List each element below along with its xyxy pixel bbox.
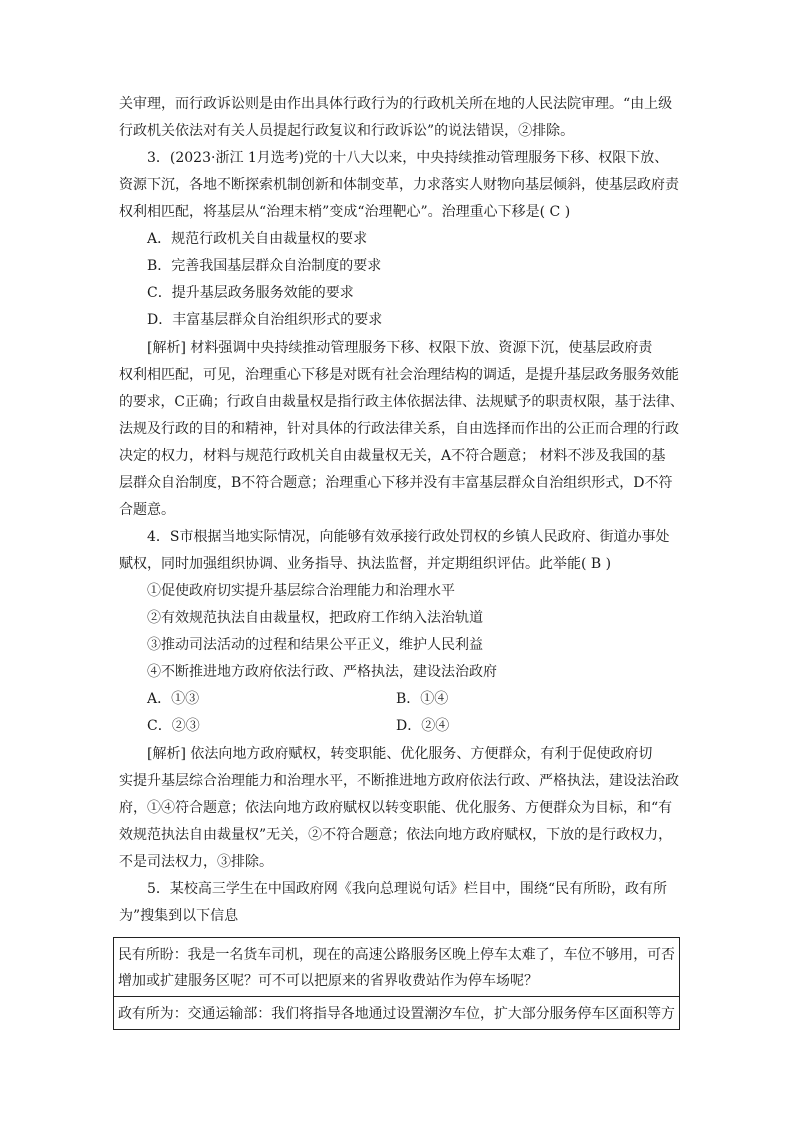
text-line: 效规范执法自由裁量权”无关，②不符合题意；依法向地方政府赋权，下放的是行政权力， (119, 827, 673, 843)
option-d: D．丰富基层群众自治组织形式的要求 (147, 312, 383, 328)
analysis-3: [解析] 材料强调中央持续推动管理服务下移、权限下放、资源下沉，使基层政府责 (147, 340, 653, 356)
question-5-stem: 5．某校高三学生在中国政府网《我向总理说句话》栏目中，围绕“民有所盼，政有所 (147, 881, 668, 897)
question-3-stem: 3．(2023·浙江 1月选考)党的十八大以来，中央持续推动管理服务下移、权限下放、 (147, 150, 669, 166)
option-b: B．①④ (396, 691, 449, 707)
table-cell-people-hope (114, 938, 679, 996)
table-cell-government-action (114, 996, 679, 1029)
question-4-stem: 4．S市根据当地实际情况，向能够有效承接行政处罚权的乡镇人民政府、街道办事处 (147, 529, 670, 545)
text-line: 赋权，同时加强组织协调、业务指导、执法监督，并定期组织评估。此举能( B ) (119, 556, 612, 572)
option-c: C．提升基层政务服务效能的要求 (147, 285, 354, 301)
statement-3: ③推动司法活动的过程和结果公平正义，维护人民利益 (147, 637, 483, 653)
text-line: 行政机关依法对有关人员提起行政复议和行政诉讼”的说法错误，②排除。 (119, 123, 575, 139)
table-text: 增加或扩建服务区呢？可不可以把原来的省界收费站作为停车场呢？ (118, 973, 538, 989)
option-a: A．①③ (147, 691, 200, 707)
statement-1: ①促使政府切实提升基层综合治理能力和治理水平 (147, 583, 455, 599)
text-line: 不是司法权力，③排除。 (119, 854, 273, 870)
table-text: 政有所为：交通运输部：我们将指导各地通过设置潮汐车位，扩大部分服务停车区面积等方 (118, 1006, 675, 1022)
text-line: 层群众自治制度，B不符合题意；治理重心下移并没有丰富基层群众自治组织形式，D不符 (119, 475, 673, 491)
text-line: 权利相匹配，将基层从“治理末梢”变成“治理靶心”。治理重心下移是( C ) (119, 204, 571, 220)
text-line: 的要求，C正确；行政自由裁量权是指行政主体依据法律、法规赋予的职责权限，基于法律、 (119, 394, 684, 410)
text-line: 合题意。 (119, 502, 175, 518)
option-b: B．完善我国基层群众自治制度的要求 (147, 258, 382, 274)
statement-2: ②有效规范执法自由裁量权，把政府工作纳入法治轨道 (147, 610, 483, 626)
text-line: 为”搜集到以下信息 (119, 908, 239, 924)
option-c: C．②③ (147, 718, 200, 734)
analysis-4: [解析] 依法向地方政府赋权，转变职能、优化服务、方便群众，有利于促使政府切 (147, 746, 653, 762)
text-line: 法规及行政的目的和精神，针对具体的行政法律关系，自由选择而作出的公正而合理的行政 (119, 421, 679, 437)
statement-4: ④不断推进地方政府依法行政、严格执法，建设法治政府 (147, 664, 497, 680)
info-table (113, 937, 680, 1030)
text-line: 府，①④符合题意；依法向地方政府赋权以转变职能、优化服务、方便群众为目标，和“有 (119, 800, 673, 816)
option-a: A．规范行政机关自由裁量权的要求 (147, 231, 368, 247)
text-line: 资源下沉，各地不断探索机制创新和体制变革，力求落实人财物向基层倾斜，使基层政府责 (119, 177, 679, 193)
text-line: 关审理，而行政诉讼则是由作出具体行政行为的行政机关所在地的人民法院审理。“由上级 (119, 96, 673, 112)
text-line: 决定的权力，材料与规范行政机关自由裁量权无关，A不符合题意； 材料不涉及我国的基 (119, 448, 666, 464)
table-text: 民有所盼：我是一名货车司机，现在的高速公路服务区晚上停车太难了，车位不够用，可否 (118, 947, 675, 963)
text-line: 权利相匹配，可见，治理重心下移是对既有社会治理结构的调适，是提升基层政务服务效能 (119, 367, 679, 383)
text-line: 实提升基层综合治理能力和治理水平，不断推进地方政府依法行政、严格执法，建设法治政 (119, 773, 679, 789)
option-d: D．②④ (396, 718, 450, 734)
